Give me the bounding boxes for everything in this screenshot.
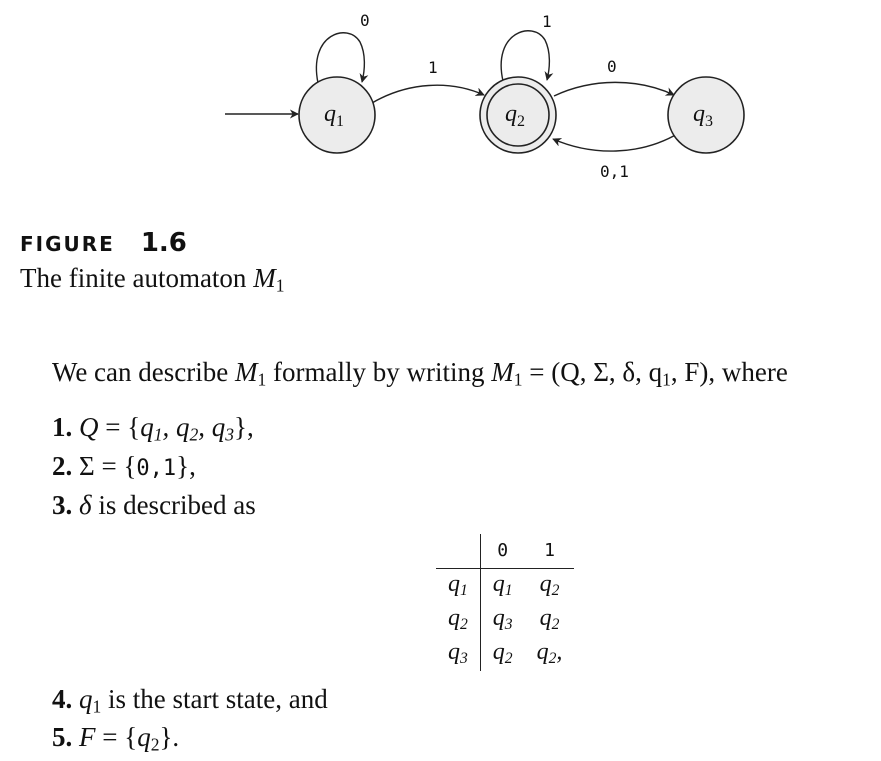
table-col-1: 1	[525, 534, 575, 569]
table-cell: $q_2$	[492, 639, 513, 667]
figure-caption	[20, 263, 284, 296]
item-5-sub: 2	[150, 734, 160, 755]
item-2-set: 0,1	[136, 456, 177, 481]
q1-q2-label: 1	[428, 58, 438, 77]
list-item-1	[52, 412, 254, 445]
para-tuple: = (Q, Σ, δ, q	[522, 357, 663, 387]
state-q2-label: q2	[505, 101, 525, 130]
item-1-lhs: Q	[79, 412, 99, 442]
table-row-state: $q_3$	[436, 637, 480, 671]
q1-self-loop	[316, 33, 364, 83]
para-m-sub: 1	[257, 369, 267, 390]
edge-q2-q3	[554, 82, 674, 96]
table-row	[436, 603, 574, 637]
para-m-symbol-2: M	[491, 357, 514, 387]
table-header-row	[436, 534, 574, 569]
caption-sub: 1	[275, 275, 285, 296]
edge-q3-q2	[553, 133, 679, 151]
item-3-delta: δ	[79, 490, 92, 520]
figure-word: FIGURE	[20, 232, 115, 256]
q2-q3-label: 0	[607, 57, 617, 76]
para-tuple-end: , F), where	[670, 357, 788, 387]
item-1-set: $q_1$, $q_2$, $q_3$	[140, 412, 234, 445]
list-item-5	[52, 722, 179, 755]
item-5-rel: = {	[95, 722, 138, 752]
figure-label	[20, 228, 187, 258]
caption-symbol: M	[253, 263, 276, 293]
table-row-state: $q_2$	[436, 603, 480, 637]
para-m-sub-2: 1	[513, 369, 523, 390]
item-3-rest: is described as	[91, 490, 256, 520]
table-row	[436, 637, 574, 671]
state-q3-label: q3	[693, 101, 713, 130]
item-5-end: }.	[159, 722, 180, 752]
automaton-diagram	[0, 0, 881, 210]
q3-q2-label: 0,1	[600, 162, 629, 181]
item-3-number: 3.	[52, 490, 73, 520]
table-corner	[436, 534, 480, 569]
table-cell: $q_2$	[539, 571, 560, 599]
item-1-rel: = {	[98, 412, 141, 442]
para-m-symbol: M	[234, 357, 258, 387]
q2-self-loop	[501, 31, 549, 81]
q1-loop-label: 0	[360, 11, 370, 30]
item-5-lhs: F	[79, 722, 96, 752]
figure-number: 1.6	[140, 228, 187, 258]
item-4-sym: q	[79, 684, 93, 714]
caption-text: The finite automaton	[20, 263, 254, 293]
table-row	[436, 569, 574, 604]
item-5-number: 5.	[52, 722, 73, 752]
table-cell: $q_2$	[539, 605, 560, 633]
table-col-0: 0	[480, 534, 524, 569]
q2-loop-label: 1	[542, 12, 552, 31]
item-2-lhs: Σ	[79, 451, 95, 481]
item-2-number: 2.	[52, 451, 73, 481]
item-5-sym: q	[137, 722, 151, 752]
edge-q1-q2	[372, 85, 484, 103]
item-2-rel: = {	[94, 451, 137, 481]
item-4-sub: 1	[92, 696, 102, 717]
table-cell: $q_3$	[492, 605, 513, 633]
item-2-end: },	[176, 451, 196, 481]
table-row-state: $q_1$	[436, 569, 480, 604]
item-1-number: 1.	[52, 412, 73, 442]
table-cell: $q_2$,	[536, 639, 563, 667]
para-text-mid: formally by writing	[266, 357, 492, 387]
state-q1-label: q1	[324, 101, 344, 130]
item-4-number: 4.	[52, 684, 73, 714]
list-item-2	[52, 451, 196, 482]
para-tuple-sub: 1	[662, 369, 671, 390]
list-item-4	[52, 684, 328, 717]
definition-paragraph	[52, 357, 788, 390]
item-1-end: },	[233, 412, 254, 442]
item-4-rest: is the start state, and	[101, 684, 328, 714]
para-text-before: We can describe	[52, 357, 235, 387]
transition-table	[436, 534, 574, 671]
table-cell: $q_1$	[492, 571, 513, 599]
list-item-3	[52, 490, 256, 521]
